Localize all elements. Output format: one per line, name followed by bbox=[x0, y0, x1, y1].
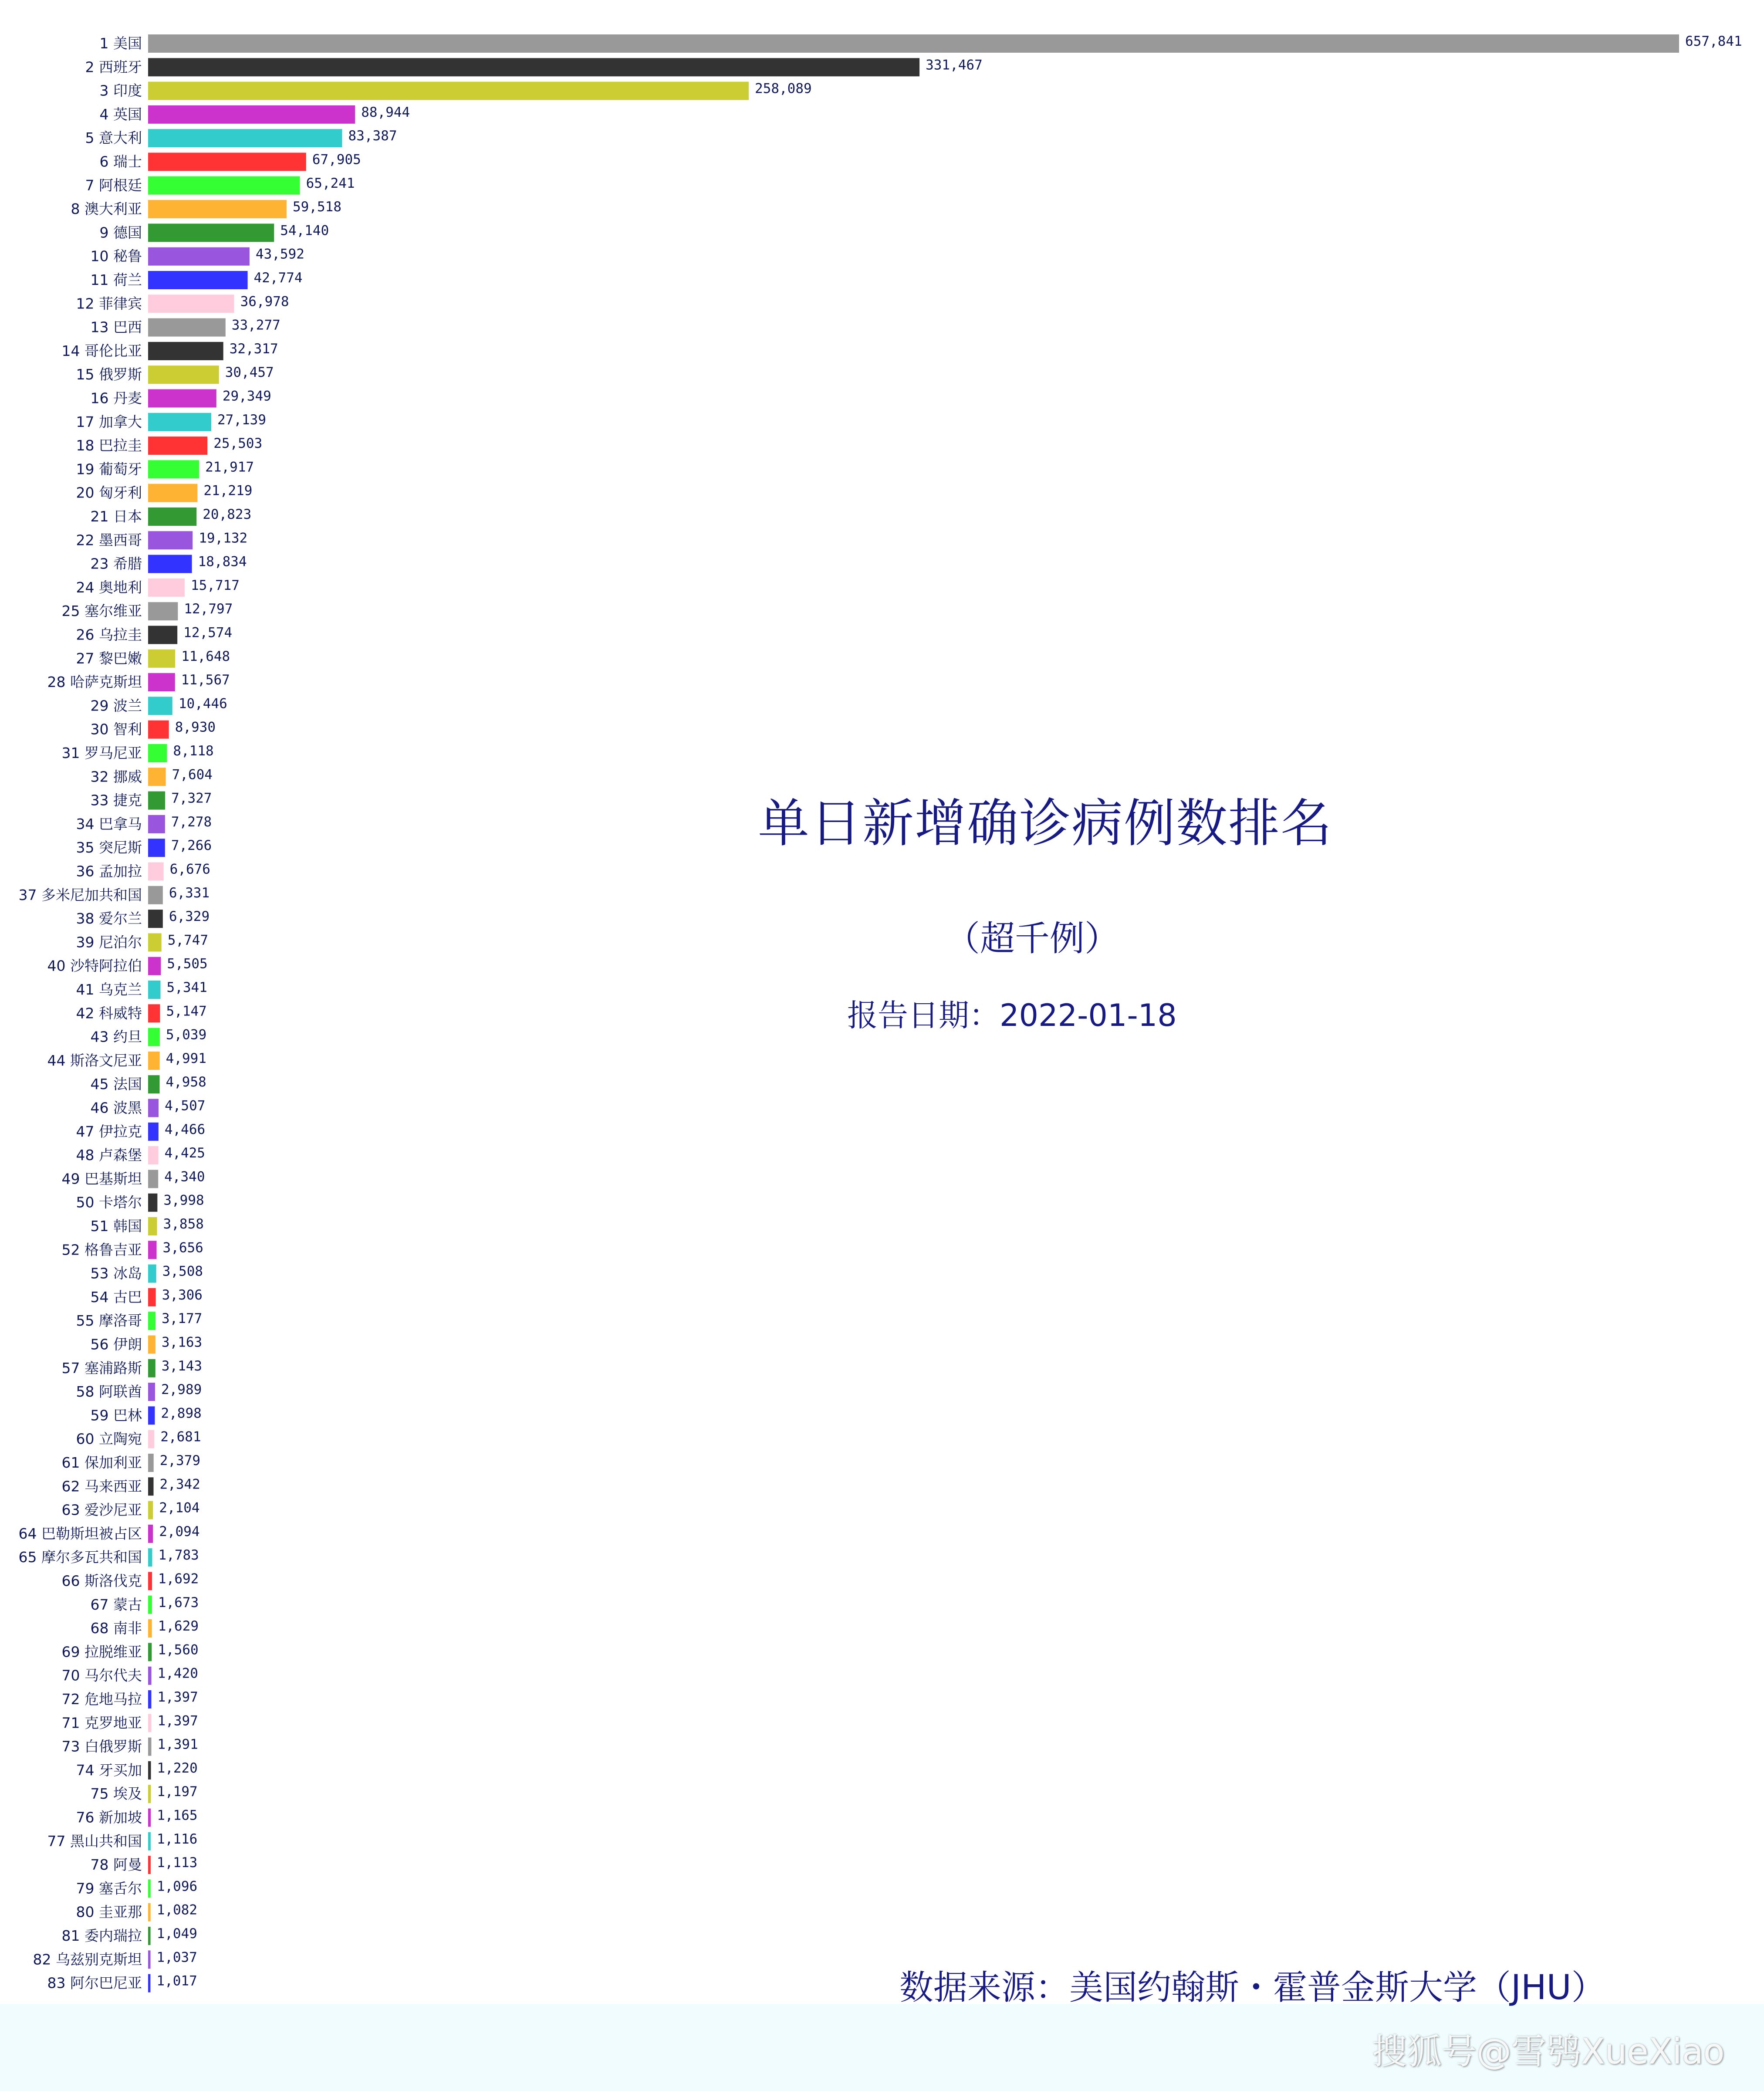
value-label: 4,466 bbox=[164, 1121, 206, 1137]
value-label: 19,132 bbox=[199, 530, 248, 546]
category-label: 54 古巴 bbox=[90, 1288, 142, 1306]
category-label: 2 西班牙 bbox=[85, 58, 142, 76]
bar bbox=[148, 768, 166, 786]
category-label: 11 荷兰 bbox=[90, 271, 142, 288]
chart-title: 单日新增确诊病例数排名 bbox=[758, 793, 1333, 853]
value-label: 27,139 bbox=[217, 412, 266, 428]
category-label: 35 突尼斯 bbox=[76, 839, 142, 856]
category-label: 56 伊朗 bbox=[90, 1336, 142, 1353]
bar bbox=[148, 697, 172, 715]
category-label: 63 爱沙尼亚 bbox=[61, 1501, 142, 1519]
value-label: 1,113 bbox=[156, 1855, 198, 1871]
watermark: 搜狐号@雪鸮XueXiao bbox=[1372, 2031, 1725, 2072]
value-label: 11,648 bbox=[181, 648, 230, 664]
bar bbox=[148, 863, 164, 881]
value-label: 3,163 bbox=[161, 1334, 203, 1350]
category-label: 32 挪威 bbox=[90, 768, 142, 785]
bar bbox=[148, 1477, 154, 1496]
value-label: 4,507 bbox=[165, 1098, 206, 1114]
value-label: 36,978 bbox=[240, 294, 289, 310]
category-label: 9 德国 bbox=[99, 224, 142, 241]
category-label: 46 波黑 bbox=[90, 1099, 142, 1117]
bar bbox=[148, 1004, 160, 1022]
bar bbox=[148, 1454, 154, 1472]
category-label: 66 斯洛伐克 bbox=[61, 1572, 142, 1590]
bar bbox=[148, 294, 234, 313]
bar bbox=[148, 389, 216, 408]
value-label: 2,379 bbox=[159, 1453, 201, 1468]
category-label: 57 塞浦路斯 bbox=[61, 1359, 142, 1377]
bar bbox=[148, 1856, 151, 1874]
value-label: 3,998 bbox=[163, 1192, 204, 1208]
bar bbox=[148, 531, 193, 549]
value-label: 30,457 bbox=[225, 365, 274, 381]
bar bbox=[148, 1217, 157, 1235]
value-label: 7,327 bbox=[171, 790, 212, 806]
value-label: 8,118 bbox=[173, 743, 214, 759]
bar bbox=[148, 484, 197, 502]
bar bbox=[148, 105, 355, 124]
value-label: 3,143 bbox=[161, 1358, 203, 1374]
category-label: 23 希腊 bbox=[90, 555, 142, 572]
value-label: 3,508 bbox=[162, 1263, 203, 1279]
bar bbox=[148, 1123, 159, 1141]
value-label: 1,220 bbox=[157, 1760, 198, 1776]
value-label: 25,503 bbox=[213, 436, 263, 452]
bar bbox=[148, 1336, 155, 1354]
value-label: 65,241 bbox=[306, 175, 355, 191]
value-label: 4,991 bbox=[166, 1050, 206, 1066]
category-label: 60 立陶宛 bbox=[76, 1430, 142, 1448]
bar bbox=[148, 1761, 151, 1780]
value-label: 1,197 bbox=[157, 1784, 198, 1800]
bar bbox=[148, 1383, 155, 1401]
value-label: 33,277 bbox=[231, 317, 280, 333]
bar bbox=[148, 508, 196, 526]
category-label: 49 巴基斯坦 bbox=[61, 1170, 142, 1188]
category-label: 37 多米尼加共和国 bbox=[18, 886, 142, 903]
category-label: 18 巴拉圭 bbox=[76, 437, 142, 454]
category-label: 33 捷克 bbox=[90, 792, 142, 809]
category-label: 71 克罗地亚 bbox=[61, 1714, 142, 1732]
bar bbox=[148, 1809, 151, 1827]
value-label: 5,039 bbox=[166, 1027, 207, 1043]
category-label: 36 孟加拉 bbox=[76, 863, 142, 880]
value-label: 4,958 bbox=[166, 1074, 206, 1090]
bar bbox=[148, 721, 169, 739]
category-label: 13 巴西 bbox=[90, 318, 142, 336]
category-label: 17 加拿大 bbox=[76, 413, 142, 430]
bar bbox=[148, 129, 342, 147]
bar bbox=[148, 1052, 160, 1070]
bar bbox=[148, 1619, 152, 1638]
bar bbox=[148, 1146, 159, 1164]
bar bbox=[148, 318, 226, 337]
bar bbox=[148, 1903, 151, 1922]
value-label: 2,342 bbox=[159, 1476, 200, 1492]
category-label: 74 牙买加 bbox=[76, 1761, 142, 1779]
bar bbox=[148, 839, 165, 857]
bar bbox=[148, 1785, 151, 1803]
category-label: 64 巴勒斯坦被占区 bbox=[18, 1525, 142, 1542]
value-label: 21,219 bbox=[203, 483, 253, 499]
bar bbox=[148, 792, 165, 810]
category-label: 78 阿曼 bbox=[90, 1856, 142, 1874]
value-label: 12,797 bbox=[184, 601, 233, 617]
category-label: 82 乌兹别克斯坦 bbox=[33, 1951, 142, 1968]
value-label: 2,989 bbox=[161, 1382, 202, 1398]
category-label: 4 英国 bbox=[99, 105, 142, 123]
category-label: 55 摩洛哥 bbox=[76, 1312, 142, 1330]
bar bbox=[148, 886, 163, 904]
value-label: 2,898 bbox=[161, 1405, 202, 1421]
value-label: 83,387 bbox=[348, 128, 397, 144]
category-label: 22 墨西哥 bbox=[76, 531, 142, 549]
value-label: 11,567 bbox=[181, 672, 230, 688]
bar bbox=[148, 153, 306, 171]
value-label: 3,858 bbox=[163, 1216, 204, 1232]
bar bbox=[148, 673, 175, 691]
category-label: 77 黑山共和国 bbox=[47, 1832, 142, 1850]
value-label: 7,604 bbox=[172, 767, 213, 783]
data-source: 数据来源：美国约翰斯・霍普金斯大学（JHU） bbox=[899, 1968, 1605, 2007]
value-label: 1,397 bbox=[157, 1713, 198, 1729]
category-label: 59 巴林 bbox=[90, 1407, 142, 1424]
value-label: 5,505 bbox=[167, 956, 208, 972]
bar bbox=[148, 1099, 159, 1117]
value-label: 29,349 bbox=[222, 388, 271, 404]
category-label: 80 圭亚那 bbox=[76, 1903, 142, 1921]
category-label: 43 约旦 bbox=[90, 1028, 142, 1046]
category-label: 29 波兰 bbox=[90, 697, 142, 714]
bar bbox=[148, 34, 1679, 53]
value-label: 1,560 bbox=[158, 1642, 199, 1658]
value-label: 1,397 bbox=[157, 1689, 198, 1705]
bar bbox=[148, 626, 177, 644]
value-label: 1,783 bbox=[158, 1547, 199, 1563]
category-label: 26 乌拉圭 bbox=[76, 626, 142, 643]
bar bbox=[148, 460, 199, 478]
value-label: 12,574 bbox=[183, 625, 233, 641]
value-label: 1,629 bbox=[158, 1618, 199, 1634]
category-label: 62 马来西亚 bbox=[61, 1478, 142, 1495]
bar bbox=[148, 1974, 150, 1993]
category-label: 41 乌克兰 bbox=[76, 981, 142, 998]
category-label: 81 委内瑞拉 bbox=[61, 1927, 142, 1944]
category-label: 30 智利 bbox=[90, 721, 142, 738]
category-label: 19 葡萄牙 bbox=[76, 460, 142, 478]
value-label: 1,673 bbox=[158, 1594, 199, 1611]
bar bbox=[148, 342, 223, 360]
bar bbox=[148, 1572, 152, 1590]
value-label: 1,165 bbox=[157, 1807, 198, 1824]
bar bbox=[148, 1170, 158, 1188]
bar bbox=[148, 602, 178, 620]
bar bbox=[148, 910, 163, 928]
value-label: 1,116 bbox=[156, 1831, 198, 1847]
bar bbox=[148, 1832, 151, 1851]
category-label: 10 秘鲁 bbox=[90, 247, 142, 265]
bar bbox=[148, 815, 165, 833]
value-label: 42,774 bbox=[253, 270, 303, 286]
bar bbox=[148, 1667, 152, 1685]
bar bbox=[148, 1525, 153, 1543]
bar bbox=[148, 223, 274, 242]
category-label: 28 哈萨克斯坦 bbox=[47, 673, 142, 691]
bar bbox=[148, 271, 248, 289]
bar bbox=[148, 555, 192, 573]
value-label: 4,340 bbox=[164, 1169, 205, 1185]
category-label: 69 拉脱维亚 bbox=[61, 1643, 142, 1661]
value-label: 4,425 bbox=[164, 1145, 205, 1161]
category-label: 61 保加利亚 bbox=[61, 1454, 142, 1471]
category-label: 51 韩国 bbox=[90, 1218, 142, 1235]
value-label: 1,037 bbox=[156, 1949, 197, 1966]
value-label: 1,017 bbox=[156, 1973, 197, 1989]
value-label: 2,104 bbox=[159, 1500, 200, 1516]
value-label: 3,177 bbox=[161, 1311, 203, 1327]
value-label: 2,094 bbox=[159, 1523, 200, 1539]
bar bbox=[148, 413, 211, 431]
category-label: 44 斯洛文尼亚 bbox=[47, 1052, 142, 1069]
value-label: 1,420 bbox=[157, 1665, 198, 1682]
value-label: 59,518 bbox=[293, 199, 342, 215]
category-label: 48 卢森堡 bbox=[76, 1147, 142, 1164]
bar bbox=[148, 1406, 155, 1424]
category-label: 50 卡塔尔 bbox=[76, 1194, 142, 1211]
category-label: 52 格鲁吉亚 bbox=[61, 1241, 142, 1259]
category-label: 47 伊拉克 bbox=[76, 1123, 142, 1140]
category-label: 83 阿尔巴尼亚 bbox=[47, 1974, 142, 1992]
value-label: 1,096 bbox=[156, 1878, 198, 1895]
bar bbox=[148, 579, 185, 597]
category-label: 21 日本 bbox=[90, 508, 142, 525]
value-label: 54,140 bbox=[280, 223, 329, 239]
value-label: 18,834 bbox=[198, 554, 247, 570]
bar bbox=[148, 1927, 151, 1945]
value-label: 6,329 bbox=[169, 909, 210, 925]
category-label: 12 菲律宾 bbox=[76, 295, 142, 312]
category-label: 68 南非 bbox=[90, 1620, 142, 1637]
category-label: 39 尼泊尔 bbox=[76, 934, 142, 951]
value-label: 6,676 bbox=[169, 861, 210, 877]
category-label: 75 埃及 bbox=[90, 1785, 142, 1803]
value-label: 21,917 bbox=[205, 459, 254, 475]
category-label: 79 塞舌尔 bbox=[76, 1880, 142, 1897]
value-label: 5,341 bbox=[166, 980, 207, 995]
value-label: 32,317 bbox=[229, 341, 278, 357]
bar bbox=[148, 1643, 152, 1661]
bar bbox=[148, 1241, 157, 1259]
value-label: 43,592 bbox=[255, 246, 304, 262]
bar bbox=[148, 1738, 151, 1756]
category-label: 3 印度 bbox=[99, 82, 142, 99]
category-label: 76 新加坡 bbox=[76, 1809, 142, 1826]
bar bbox=[148, 436, 207, 455]
category-label: 15 俄罗斯 bbox=[76, 366, 142, 383]
value-label: 5,147 bbox=[166, 1003, 207, 1019]
category-label: 40 沙特阿拉伯 bbox=[47, 957, 142, 974]
bar bbox=[148, 650, 175, 668]
bar bbox=[148, 1501, 153, 1519]
value-label: 3,656 bbox=[162, 1240, 203, 1256]
bar bbox=[148, 1690, 151, 1709]
value-label: 657,841 bbox=[1685, 34, 1742, 49]
category-label: 27 黎巴嫩 bbox=[76, 650, 142, 667]
value-label: 7,266 bbox=[171, 838, 212, 854]
bar bbox=[148, 58, 919, 76]
bar bbox=[148, 981, 161, 999]
category-label: 5 意大利 bbox=[85, 129, 142, 147]
category-label: 72 危地马拉 bbox=[61, 1691, 142, 1708]
value-label: 1,692 bbox=[158, 1571, 199, 1587]
category-label: 65 摩尔多瓦共和国 bbox=[18, 1549, 142, 1566]
category-label: 67 蒙古 bbox=[90, 1596, 142, 1613]
bar bbox=[148, 1714, 151, 1732]
category-label: 38 爱尔兰 bbox=[76, 910, 142, 927]
value-label: 8,930 bbox=[175, 719, 216, 735]
report-date: 报告日期：2022-01-18 bbox=[847, 998, 1177, 1033]
bar bbox=[148, 176, 300, 195]
bar bbox=[148, 1075, 159, 1093]
category-label: 20 匈牙利 bbox=[76, 484, 142, 501]
bar bbox=[148, 957, 161, 975]
chart-subtitle: （超千例） bbox=[945, 918, 1119, 959]
bar bbox=[148, 247, 250, 266]
value-label: 1,391 bbox=[157, 1736, 198, 1753]
bar bbox=[148, 1288, 156, 1306]
category-label: 7 阿根廷 bbox=[85, 176, 142, 194]
bar bbox=[148, 1596, 152, 1614]
bar bbox=[148, 1194, 157, 1212]
category-label: 8 澳大利亚 bbox=[71, 200, 142, 218]
value-label: 20,823 bbox=[203, 507, 252, 522]
bar bbox=[148, 1548, 152, 1567]
value-label: 1,082 bbox=[156, 1902, 198, 1918]
value-label: 15,717 bbox=[190, 577, 240, 593]
category-label: 73 白俄罗斯 bbox=[61, 1738, 142, 1755]
category-label: 53 冰岛 bbox=[90, 1265, 142, 1282]
bar bbox=[148, 365, 219, 384]
bar bbox=[148, 1028, 160, 1046]
value-label: 5,747 bbox=[167, 932, 209, 948]
bar bbox=[148, 1312, 155, 1330]
bar bbox=[148, 1430, 154, 1448]
value-label: 6,331 bbox=[169, 885, 210, 901]
category-label: 31 罗马尼亚 bbox=[61, 744, 142, 761]
value-label: 2,681 bbox=[160, 1429, 201, 1445]
value-label: 67,905 bbox=[312, 152, 361, 168]
bar bbox=[148, 200, 287, 218]
category-label: 1 美国 bbox=[99, 35, 142, 52]
category-label: 42 科威特 bbox=[76, 1005, 142, 1022]
value-label: 331,467 bbox=[926, 57, 983, 73]
value-label: 10,446 bbox=[178, 696, 227, 712]
category-label: 6 瑞士 bbox=[99, 153, 142, 170]
bar bbox=[148, 933, 162, 951]
category-label: 70 马尔代夫 bbox=[61, 1667, 142, 1684]
category-label: 24 奥地利 bbox=[76, 579, 142, 596]
bar bbox=[148, 82, 749, 100]
value-label: 3,306 bbox=[162, 1287, 203, 1303]
value-label: 258,089 bbox=[755, 81, 812, 97]
category-label: 14 哥伦比亚 bbox=[61, 342, 142, 359]
category-label: 58 阿联酋 bbox=[76, 1383, 142, 1401]
bar bbox=[148, 1950, 151, 1969]
category-label: 16 丹麦 bbox=[90, 389, 142, 407]
bar bbox=[148, 744, 167, 762]
category-label: 25 塞尔维亚 bbox=[61, 602, 142, 620]
bar bbox=[148, 1879, 151, 1898]
bar bbox=[148, 1359, 155, 1377]
bar bbox=[148, 1265, 156, 1283]
value-label: 88,944 bbox=[361, 104, 410, 120]
value-label: 1,049 bbox=[156, 1926, 197, 1942]
category-label: 45 法国 bbox=[90, 1076, 142, 1093]
value-label: 7,278 bbox=[171, 814, 212, 830]
category-label: 34 巴拿马 bbox=[76, 815, 142, 832]
